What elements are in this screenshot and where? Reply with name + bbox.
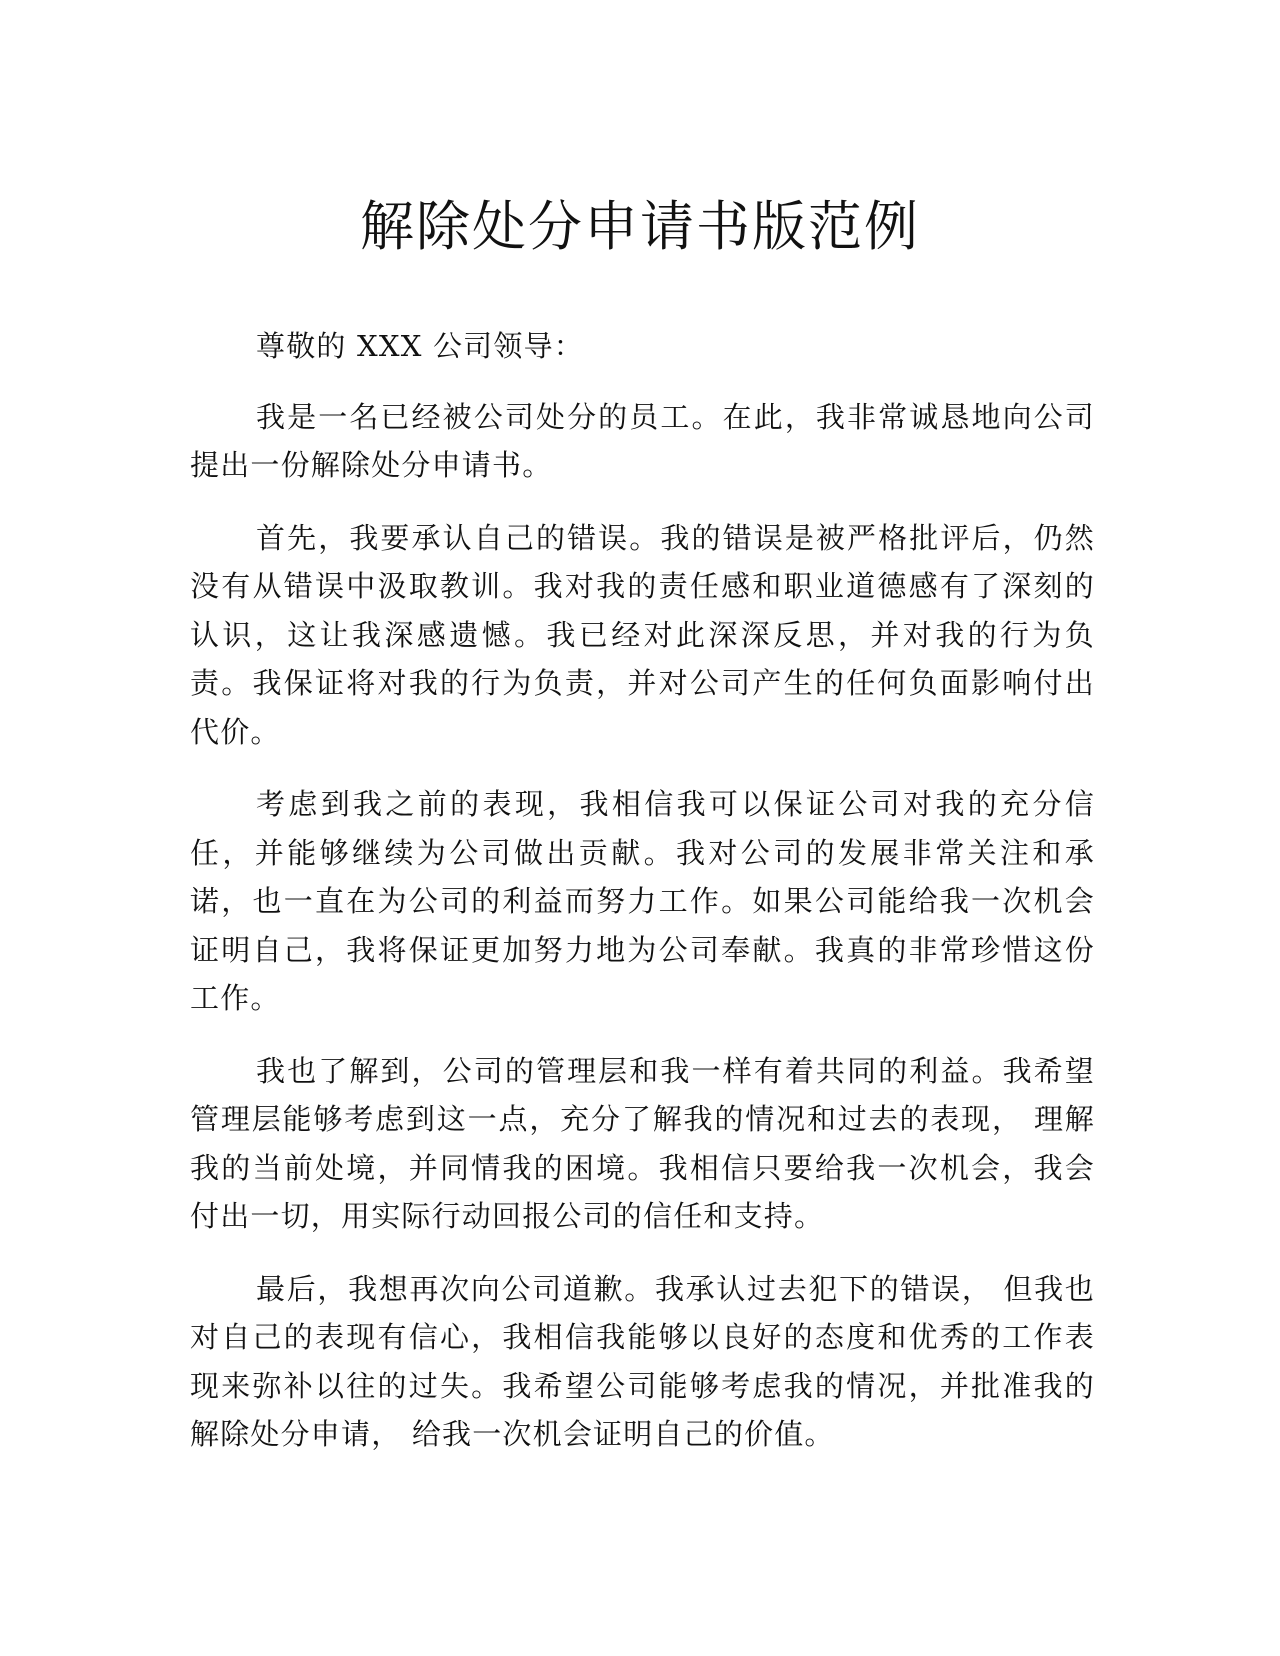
salutation: 尊敬的 XXX 公司领导： bbox=[256, 329, 584, 363]
document-title: 解除处分申请书版范例 bbox=[360, 195, 920, 258]
paragraph-2: 首先，我要承认自己的错误。我的错误是被严格批评后，仍然没有从错误中汲取教训。我对我的责任感和职业道德感有了深刻的认识，这让我深感遗憾。我已经对此深深反思，并对我的行为负责。我保证将对我的行为负责，并对公司产生的任何负面影响付出代价。 bbox=[190, 520, 1095, 749]
document-body bbox=[190, 322, 1095, 1459]
paragraph-5: 最后，我想再次向公司道歉。我承认过去犯下的错误， 但我也对自己的表现有信心，我相信我能够以良好的态度和优秀的工作表现来弥补以往的过失。我希望公司能够考虑我的情况，并批准我的解除处分申请， 给我一次机会证明自己的价值。 bbox=[190, 1271, 1095, 1451]
paragraph-1: 我是一名已经被公司处分的员工。在此，我非常诚恳地向公司提出一份解除处分申请书。 bbox=[190, 399, 1095, 482]
paragraph-4: 我也了解到，公司的管理层和我一样有着共同的利益。我希望管理层能够考虑到这一点，充分了解我的情况和过去的表现， 理解我的当前处境，并同情我的困境。我相信只要给我一次机会，我会付出一切，用实际行动回报公司的信任和支持。 bbox=[190, 1053, 1095, 1233]
paragraph-3: 考虑到我之前的表现，我相信我可以保证公司对我的充分信任，并能够继续为公司做出贡献。我对公司的发展非常关注和承诺，也一直在为公司的利益而努力工作。如果公司能给我一次机会证明自己，我将保证更加努力地为公司奉献。我真的非常珍惜这份工作。 bbox=[190, 787, 1095, 1015]
